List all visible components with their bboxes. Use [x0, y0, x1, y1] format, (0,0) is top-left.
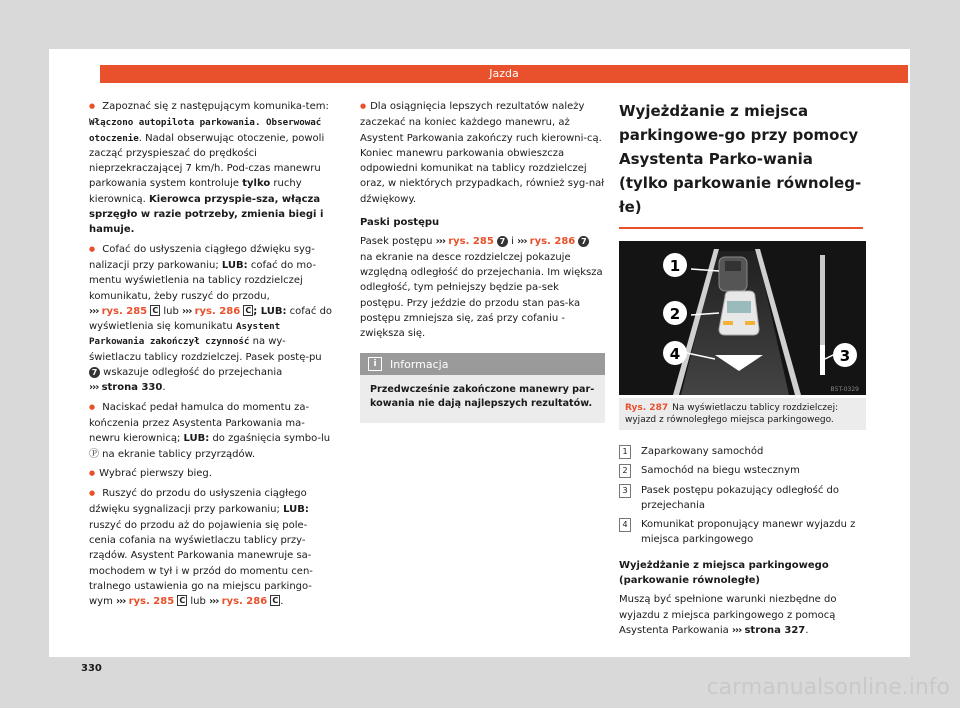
- watermark: carmanualsonline.info: [706, 675, 950, 700]
- callout-circle: 7: [89, 367, 100, 378]
- text: .: [805, 624, 809, 636]
- arrow-glyph: ›››: [209, 596, 219, 608]
- emphasis: ; LUB:: [253, 305, 287, 317]
- text: Pasek postępu: [360, 236, 436, 248]
- message-text: Asystent Parkowania zakończył czynność: [89, 321, 281, 348]
- legend-number: 4: [619, 518, 631, 532]
- emphasis: Kierowca przyspie-sza, włącza sprzęgło w razie potrzeby, zmienia biegi i hamuje.: [89, 193, 324, 236]
- text: cofać do mo-mentu wyświetlenia na tablicy rozdzielczej komunikatu, żeby ruszyć do przodu,: [89, 259, 317, 302]
- text: Naciskać pedał hamulca do momentu za-kończenia przez Asystenta Parkowania ma-newru kierownicą;: [89, 401, 310, 445]
- list-item: [89, 400, 333, 462]
- text: i: [507, 236, 518, 248]
- figure-link[interactable]: rys. 285: [101, 305, 148, 317]
- figure-code: B5T-0329: [830, 386, 859, 393]
- figure-graphic: [619, 241, 866, 395]
- callout-label: 3: [839, 347, 851, 365]
- figure-caption: [619, 398, 866, 430]
- text: . Nadal obserwując otoczenie, powoli zacząć przyspieszać do prędkości nieprzekraczającej 7 km/h. Pod-czas manewru parkowania system kontroluje: [89, 132, 325, 190]
- legend-text: Komunikat proponujący manewr wyjazdu z miejsca parkingowego: [641, 519, 856, 546]
- column-left: [89, 99, 333, 614]
- paragraph: [360, 234, 605, 341]
- legend-text: Pasek postępu pokazujący odległość do przejechania: [641, 484, 840, 511]
- list-item: [619, 517, 863, 548]
- list-item: ● Ruszyć do przodu do usłyszenia ciągłego dźwięku sygnalizacji przy parkowaniu; LUB: ruszyć do przodu aż do pojawienia się pole-cenia cofania na wyświetlaczu tablicy przy-rządów. Asystent Parkowania manewruje sa-mochodem w tył i w przód do momentu cen-tralnego ustawienia go na miejscu parkingo-wym ››› rys. 285 C lub ››› rys. 286 C .: [89, 486, 333, 609]
- section-heading: Wyjeżdżanie z miejsca parkingowe-go przy pomocy Asystenta Parko-wania (tylko parkowanie równoleg-łe): [619, 99, 863, 229]
- figure-link[interactable]: rys. 286: [194, 305, 241, 317]
- text: Muszą być spełnione warunki niezbędne do wyjazdu z miejsca parkingowego z pomocą Asystenta Parkowania: [619, 594, 837, 636]
- legend-text: Zaparkowany samochód: [641, 446, 764, 457]
- callout-box: C: [152, 305, 159, 315]
- text: lub: [163, 305, 179, 317]
- callout-label: 2: [669, 305, 681, 323]
- page-number: 330: [81, 663, 102, 674]
- legend-list: [619, 444, 863, 548]
- caption-label: Rys. 287: [625, 403, 669, 413]
- info-box: [360, 353, 605, 423]
- parked-car-window: [725, 261, 741, 271]
- callout-box: C: [272, 596, 279, 606]
- callout-1: [663, 253, 687, 277]
- text: na ekranie na desce rozdzielczej pokazuje względną odległość do przejechania. Im większa odległość, tym pełniejszy będzie pa-sek postępu. Przy jeździe do przodu stan pas-ka postępu zmniejsza się, zaś przy cofaniu - zwiększa się.: [360, 251, 603, 340]
- info-header: [360, 353, 605, 375]
- list-item: [619, 483, 863, 514]
- callout-3: [833, 343, 857, 367]
- progress-bar-fill: [820, 345, 825, 375]
- callout-label: 1: [669, 257, 681, 275]
- manual-page: [49, 49, 910, 674]
- text: ruszyć do przodu aż do pojawienia się pole-cenia cofania na wyświetlaczu tablicy przy-rządów. Asystent Parkowania manewruje sa-mochodem w tył i w przód do momentu cen-tralnego ustawienia go na miejscu parkingo-wym: [89, 519, 313, 608]
- text: ruchy kierownicą.: [89, 178, 302, 205]
- legend-number: 1: [619, 445, 631, 459]
- section-header: Jazda: [100, 65, 908, 83]
- text: lub: [190, 596, 206, 608]
- info-title: Informacja: [390, 357, 449, 371]
- list-item: [619, 463, 863, 478]
- page-link[interactable]: strona 330: [101, 382, 163, 394]
- emphasis: LUB:: [283, 504, 309, 516]
- legend-number: 3: [619, 484, 631, 498]
- callout-4: [663, 341, 687, 365]
- callout-box: C: [245, 305, 252, 315]
- text: cofać do wyświetlenia się komunikatu: [89, 305, 333, 333]
- emphasis: tylko: [242, 178, 271, 190]
- figure-link[interactable]: rys. 285: [448, 236, 494, 248]
- info-body: Przedwcześnie zakończone manewry par-kowania nie dają najlepszych rezultatów.: [370, 384, 595, 410]
- callout-circle: 7: [497, 236, 508, 247]
- arrow-glyph: ›››: [182, 305, 192, 317]
- text: wskazuje odległość do przejechania: [100, 367, 283, 379]
- legend-number: 2: [619, 464, 631, 478]
- info-icon: i: [368, 357, 382, 371]
- message-text: Włączono autopilota parkowania. Obserwować otoczenie: [89, 117, 322, 144]
- page-link[interactable]: strona 327: [744, 624, 806, 636]
- arrow-glyph: ›››: [89, 382, 99, 394]
- parking-symbol-icon: Ⓟ: [89, 448, 99, 460]
- text: Zapoznać się z następującym komunika-tem:: [102, 101, 329, 112]
- text: Cofać do usłyszenia ciągłego dźwięku syg-nalizacji przy parkowaniu;: [89, 243, 315, 271]
- emphasis: LUB:: [221, 259, 248, 271]
- text: na wy-świetlaczu tablicy rozdzielczej. Pasek postę-pu: [89, 336, 322, 363]
- column-right: [619, 99, 863, 638]
- list-item: ● Cofać do usłyszenia ciągłego dźwięku syg-nalizacji przy parkowaniu; LUB: cofać do mo-mentu wyświetlenia na tablicy rozdzielczej komunikatu, żeby ruszyć do przodu, ››› rys. 285 C lub ››› rys. 286 C ; LUB: cofać do wyświetlenia się komunikatu Asystent Parkowania zakończył czynność na wy-świetlaczu tablicy rozdzielczej. Pasek postę-pu 7 wskazuje odległość do przejechania ››› strona 330.: [89, 242, 333, 396]
- list-item: [89, 99, 333, 238]
- text: Ruszyć do przodu do usłyszenia ciągłego dźwięku sygnalizacji przy parkowaniu;: [89, 488, 307, 516]
- figure-link[interactable]: rys. 285: [128, 596, 175, 608]
- list-item: ● Dla osiągnięcia lepszych rezultatów należy zaczekać na koniec każdego manewru, aż Asystent Parkowania zakończy ruch kierowni-cą. Koniec manewru parkowania obwieszcza odpowiedni komunikat na tablicy rozdzielczej oraz, w niektórych przypadkach, również syg-nał dźwiękowy.: [360, 99, 605, 207]
- list-item: [619, 444, 863, 459]
- figure-link[interactable]: rys. 286: [221, 596, 268, 608]
- callout-circle: 7: [578, 236, 589, 247]
- own-car-window: [727, 301, 751, 313]
- column-middle: [360, 99, 605, 423]
- arrow-glyph: ›››: [731, 624, 742, 636]
- list-item: ● Wybrać pierwszy bieg.: [89, 466, 333, 482]
- subheading: Wyjeżdżanie z miejsca parkingowego (parkowanie równoległe): [619, 559, 829, 587]
- car-light-left: [723, 321, 733, 325]
- callout-label: 4: [669, 345, 681, 363]
- emphasis: LUB:: [183, 433, 210, 445]
- paragraph: [619, 592, 863, 638]
- text: na ekranie tablicy przyrządów.: [99, 448, 256, 460]
- dashboard-figure: [619, 241, 866, 395]
- caption-text: Na wyświetlaczu tablicy rozdzielczej: wyjazd z równoległego miejsca parkingowego.: [625, 403, 839, 425]
- arrow-glyph: ›››: [89, 305, 99, 317]
- figure-link[interactable]: rys. 286: [529, 236, 576, 248]
- subheading: Paski postępu: [360, 217, 440, 229]
- text: do zgaśnięcia symbo-lu: [209, 433, 331, 445]
- arrow-glyph: ›››: [116, 596, 126, 608]
- arrow-glyph: ›››: [435, 236, 446, 248]
- arrow-glyph: ›››: [517, 236, 527, 248]
- car-light-right: [745, 321, 755, 325]
- callout-2: [663, 301, 687, 325]
- callout-box: C: [179, 596, 186, 606]
- legend-text: Samochód na biegu wstecznym: [641, 465, 800, 477]
